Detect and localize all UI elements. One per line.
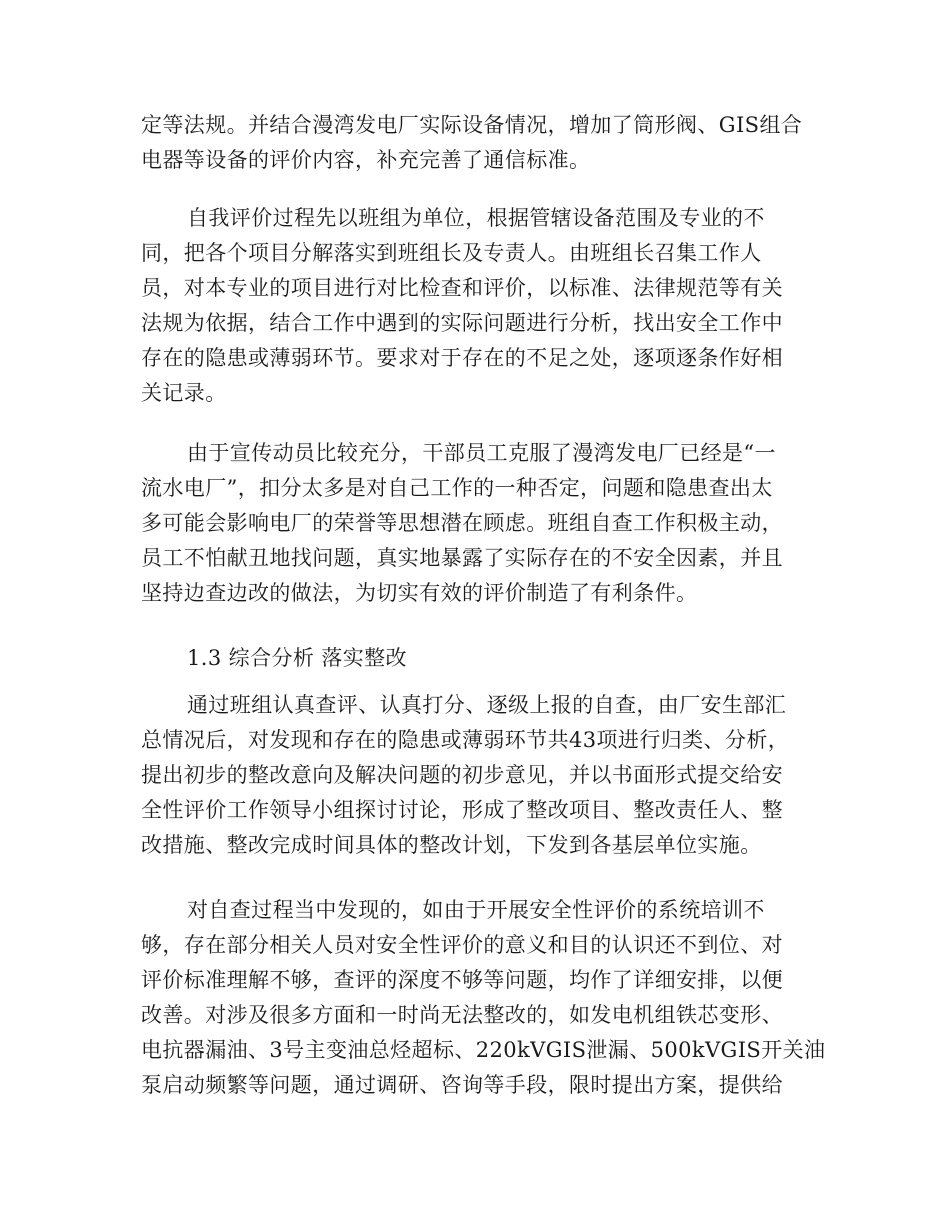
paragraph-analysis (141, 688, 821, 863)
text-line: 对自查过程当中发现的，如由于开展安全性评价的系统培训不 (187, 898, 765, 922)
text-line: 改措施、整改完成时间具体的整改计划，下发到各基层单位实施。 (141, 833, 762, 857)
text-line: 流水电厂”，扣分太多是对自己工作的一种否定，问题和隐患查出太 (141, 476, 773, 500)
text-line: 改善。对涉及很多方面和一时尚无法整改的，如发电机组铁芯变形、 (141, 1003, 783, 1027)
text-line: 提出初步的整改意向及解决问题的初步意见，并以书面形式提交给安 (141, 763, 783, 787)
paragraph-mobilization (141, 436, 821, 611)
text-line: 多可能会影响电厂的荣誉等思想潜在顾虑。班组自查工作积极主动， (141, 511, 783, 535)
text-line: 够，存在部分相关人员对安全性评价的意义和目的认识还不到位、对 (141, 933, 783, 957)
section-heading (141, 641, 821, 676)
text-line: 通过班组认真查评、认真打分、逐级上报的自查，由厂安生部汇 (187, 693, 787, 717)
section-heading-text: 1.3 综合分析 落实整改 (187, 646, 407, 670)
text-line: 由于宣传动员比较充分，干部员工克服了漫湾发电厂已经是“一 (187, 441, 776, 465)
text-line: 法规为依据，结合工作中遇到的实际问题进行分析，找出安全工作中 (141, 311, 783, 335)
text-line: 电器等设备的评价内容，补充完善了通信标准。 (141, 148, 591, 172)
text-line: 坚持边查边改的做法，为切实有效的评价制造了有利条件。 (141, 581, 698, 605)
text-line: 全性评价工作领导小组探讨讨论，形成了整改项目、整改责任人、整 (141, 798, 783, 822)
text-line: 员，对本专业的项目进行对比检查和评价，以标准、法律规范等有关 (141, 276, 783, 300)
paragraph-regulations (141, 108, 821, 178)
text-line: 自我评价过程先以班组为单位，根据管辖设备范围及专业的不 (187, 206, 765, 230)
text-line: 泵启动频繁等问题，通过调研、咨询等手段，限时提出方案，提供给 (141, 1073, 783, 1097)
paragraph-rectification (141, 893, 826, 1103)
text-line: 关记录。 (141, 381, 227, 405)
text-line: 定等法规。并结合漫湾发电厂实际设备情况，增加了筒形阀、GIS组合 (141, 113, 803, 137)
text-line: 存在的隐患或薄弱环节。要求对于存在的不足之处，逐项逐条作好相 (141, 346, 783, 370)
text-line: 同，把各个项目分解落实到班组长及专责人。由班组长召集工作人 (141, 241, 762, 265)
paragraph-self-evaluation (141, 201, 821, 411)
text-line: 总情况后，对发现和存在的隐患或薄弱环节共43项进行归类、分析， (141, 728, 790, 752)
text-line: 评价标准理解不够，查评的深度不够等问题，均作了详细安排，以便 (141, 968, 783, 992)
text-line: 员工不怕献丑地找问题，真实地暴露了实际存在的不安全因素，并且 (141, 546, 783, 570)
text-line: 电抗器漏油、3号主变油总烃超标、220kVGIS泄漏、500kVGIS开关油 (141, 1038, 826, 1062)
